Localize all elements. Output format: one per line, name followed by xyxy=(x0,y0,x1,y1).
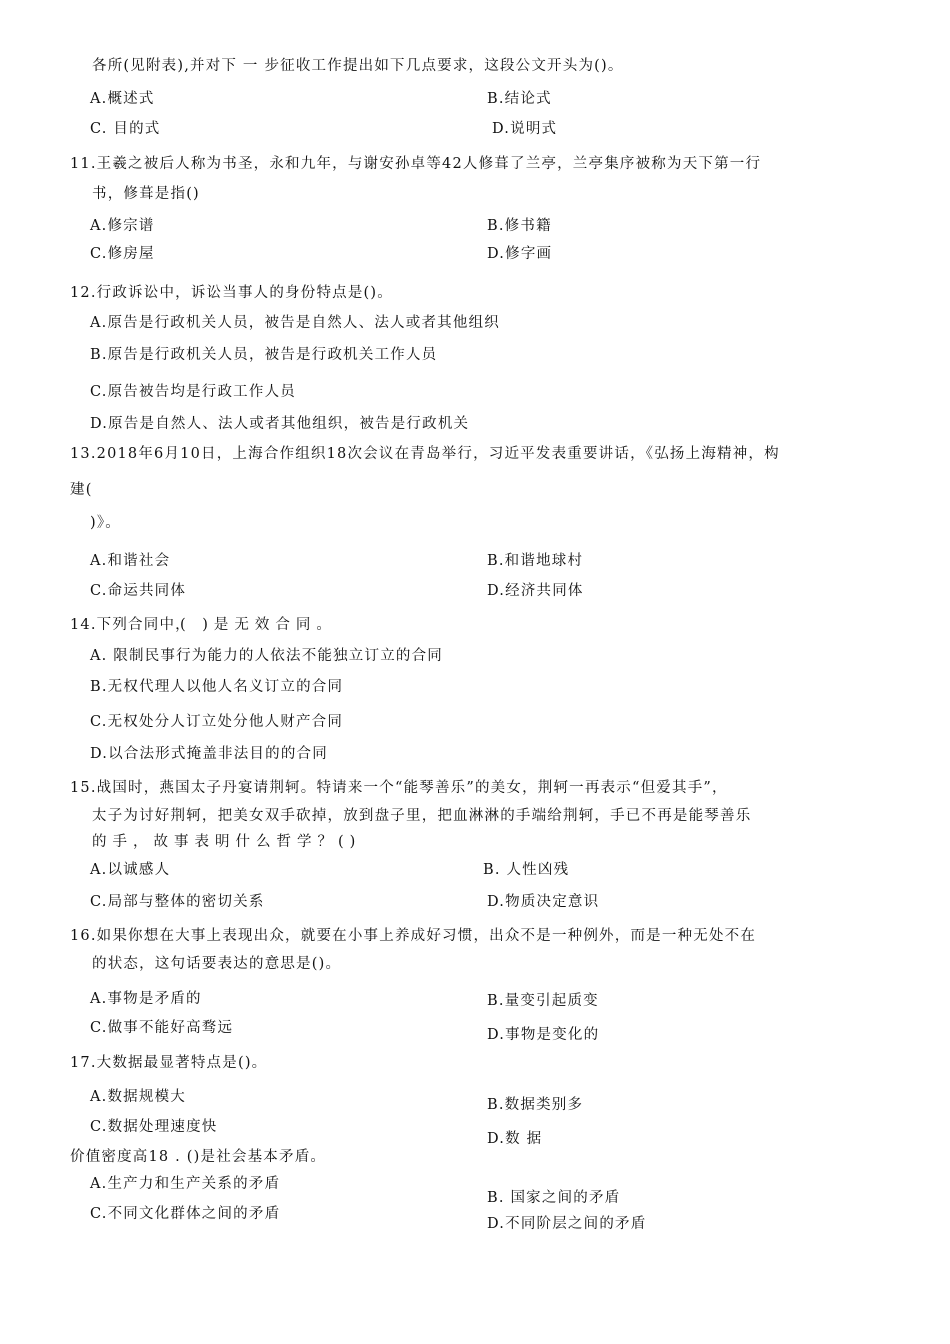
q14-option-a: A. 限制民事行为能力的人依法不能独立订立的合同 xyxy=(90,648,443,664)
q17-option-d: D.数 据 xyxy=(487,1131,543,1147)
q15-option-d: D.物质决定意识 xyxy=(487,894,600,910)
q10-option-a: A.概述式 xyxy=(90,91,155,107)
q15-option-a: A.以诚感人 xyxy=(90,862,171,878)
q10-option-b: B.结论式 xyxy=(487,91,552,107)
q11-stem-line2: 书，修葺是指() xyxy=(92,186,200,202)
q13-stem-line2: 建( xyxy=(70,482,93,498)
q12-stem: 12.行政诉讼中，诉讼当事人的身份特点是()。 xyxy=(70,285,393,301)
q12-option-a: A.原告是行政机关人员，被告是自然人、法人或者其他组织 xyxy=(90,315,500,331)
q15-stem-line1: 15.战国时，燕国太子丹宴请荆轲。特请来一个“能琴善乐”的美女，荆轲一再表示“但爱其手”， xyxy=(70,780,728,796)
q15-option-c: C.局部与整体的密切关系 xyxy=(90,894,265,910)
q11-option-d: D.修字画 xyxy=(487,246,553,262)
q14-stem-part1: 14.下列合同中， xyxy=(70,617,191,633)
q14-stem-part2: ( )是无效合同。 xyxy=(180,617,337,633)
q12-option-d: D.原告是自然人、法人或者其他组织，被告是行政机关 xyxy=(90,416,470,432)
q18-option-d: D.不同阶层之间的矛盾 xyxy=(487,1216,647,1232)
q16-option-c: C.做事不能好高骛远 xyxy=(90,1020,234,1036)
q14-option-b: B.无权代理人以他人名义订立的合同 xyxy=(90,679,344,695)
q10-option-d: D.说明式 xyxy=(492,121,558,137)
q15-option-b: B. 人性凶残 xyxy=(483,862,570,878)
q16-stem-line2: 的状态，这句话要表达的意思是()。 xyxy=(92,956,342,972)
q16-option-a: A.事物是矛盾的 xyxy=(90,991,202,1007)
q13-stem-line1: 13.2018年6月10日，上海合作组织18次会议在青岛举行，习近平发表重要讲话，《弘扬上海精神，构 xyxy=(70,446,780,462)
q18-stem: 价值密度高18 . ()是社会基本矛盾。 xyxy=(70,1149,327,1165)
q16-option-b: B.量变引起质变 xyxy=(487,993,599,1009)
q18-option-c: C.不同文化群体之间的矛盾 xyxy=(90,1206,281,1222)
q13-option-c: C.命运共同体 xyxy=(90,583,187,599)
q13-option-b: B.和谐地球村 xyxy=(487,553,584,569)
q17-option-c: C.数据处理速度快 xyxy=(90,1119,218,1135)
q13-option-d: D.经济共同体 xyxy=(487,583,584,599)
q18-option-a: A.生产力和生产关系的矛盾 xyxy=(90,1176,281,1192)
q16-option-d: D.事物是变化的 xyxy=(487,1027,600,1043)
q10-stem-end: 各所(见附表),并对下 一 步征收工作提出如下几点要求，这段公文开头为()。 xyxy=(92,58,624,74)
q16-stem-line1: 16.如果你想在大事上表现出众，就要在小事上养成好习惯，出众不是一种例外，而是一种无处不在 xyxy=(70,928,757,944)
q13-option-a: A.和谐社会 xyxy=(90,553,171,569)
q18-option-b: B. 国家之间的矛盾 xyxy=(487,1190,621,1206)
q14-option-c: C.无权处分人订立处分他人财产合同 xyxy=(90,714,344,730)
q17-stem: 17.大数据最显著特点是()。 xyxy=(70,1055,268,1071)
q15-stem-line2: 太子为讨好荆轲，把美女双手砍掉，放到盘子里，把血淋淋的手端给荆轲，手已不再是能琴善乐 xyxy=(92,808,752,824)
q15-stem-line3: 的手，故事表明什么哲学？() xyxy=(92,834,362,850)
q11-stem-line1: 11.王羲之被后人称为书圣，永和九年，与谢安孙卓等42人修葺了兰亭，兰亭集序被称为天下第一行 xyxy=(70,156,762,172)
q17-option-b: B.数据类别多 xyxy=(487,1097,584,1113)
q12-option-b: B.原告是行政机关人员，被告是行政机关工作人员 xyxy=(90,347,438,363)
q10-option-c: C. 目的式 xyxy=(90,121,161,137)
q17-option-a: A.数据规模大 xyxy=(90,1089,186,1105)
q11-option-a: A.修宗谱 xyxy=(90,218,155,234)
q14-option-d: D.以合法形式掩盖非法目的的合同 xyxy=(90,746,328,762)
q13-stem-line3: )》。 xyxy=(90,515,122,531)
q11-option-b: B.修书籍 xyxy=(487,218,552,234)
q11-option-c: C.修房屋 xyxy=(90,246,155,262)
q12-option-c: C.原告被告均是行政工作人员 xyxy=(90,384,296,400)
